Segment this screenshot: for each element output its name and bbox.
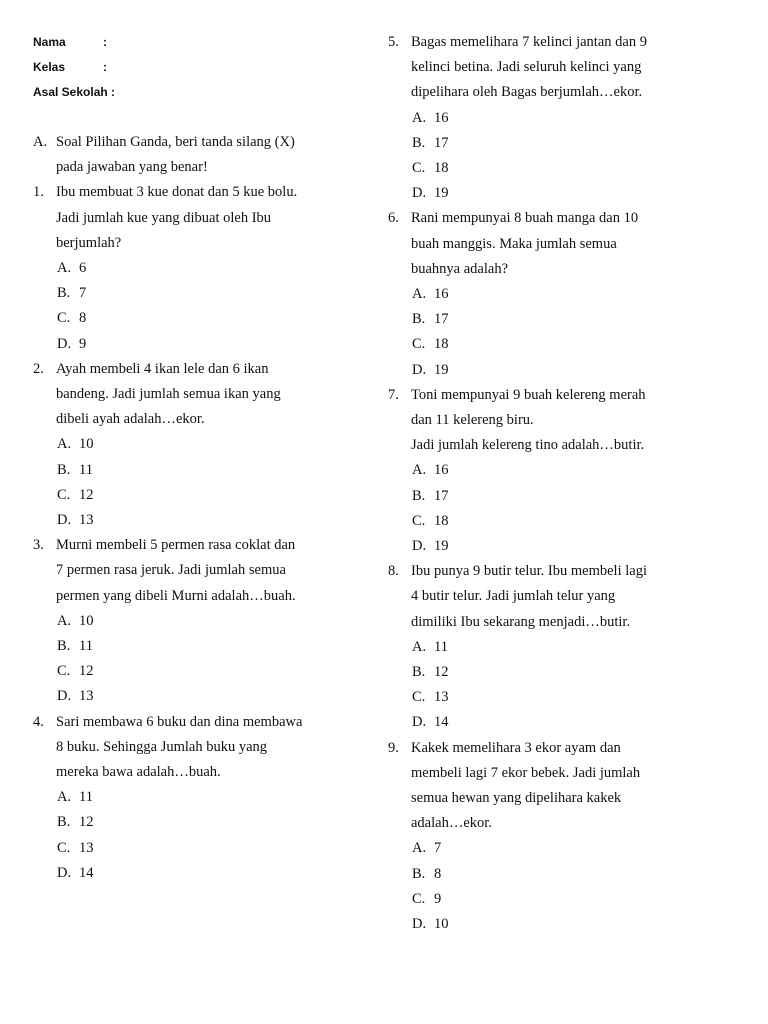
answer-option[interactable] bbox=[57, 612, 94, 630]
question-text-line: Toni mempunyai 9 buah kelereng merah bbox=[411, 386, 646, 403]
option-value: 10 bbox=[434, 916, 449, 932]
answer-option[interactable] bbox=[412, 688, 449, 706]
question-number: 2. bbox=[33, 360, 44, 377]
option-value: 7 bbox=[434, 840, 442, 857]
option-value: 12 bbox=[434, 664, 449, 680]
question-text-line: bandeng. Jadi jumlah semua ikan yang bbox=[56, 386, 281, 402]
option-value: 7 bbox=[79, 285, 87, 302]
question-text-line: Rani mempunyai 8 buah manga dan 10 bbox=[411, 210, 639, 227]
answer-option[interactable] bbox=[412, 865, 441, 883]
option-value: 11 bbox=[79, 638, 93, 654]
option-letter: D. bbox=[57, 864, 72, 881]
question-number: 4. bbox=[33, 713, 44, 730]
option-value: 11 bbox=[434, 638, 448, 655]
option-value: 13 bbox=[434, 689, 449, 706]
answer-option[interactable] bbox=[57, 813, 94, 831]
question-text-line: Jadi jumlah kue yang dibuat oleh Ibu bbox=[56, 209, 272, 226]
question-text-line: Jadi jumlah kelereng tino adalah…butir. bbox=[411, 437, 645, 454]
question-number: 3. bbox=[33, 537, 44, 554]
option-letter: B. bbox=[412, 311, 426, 328]
question-number: 9. bbox=[388, 739, 399, 756]
answer-option[interactable] bbox=[412, 310, 449, 328]
option-letter: C. bbox=[412, 890, 426, 907]
answer-option[interactable] bbox=[57, 788, 93, 806]
answer-option[interactable] bbox=[412, 713, 449, 731]
option-value: 10 bbox=[79, 436, 94, 453]
answer-option[interactable] bbox=[57, 309, 86, 327]
option-value: 16 bbox=[434, 462, 449, 479]
sekolah-label: Asal Sekolah : bbox=[33, 85, 116, 99]
question-text-line: dan 11 kelereng biru. bbox=[411, 412, 534, 428]
option-value: 12 bbox=[79, 814, 94, 831]
option-letter: D. bbox=[57, 512, 72, 528]
option-letter: A. bbox=[57, 612, 72, 629]
option-value: 9 bbox=[434, 890, 442, 907]
option-value: 16 bbox=[434, 286, 449, 302]
answer-option[interactable] bbox=[412, 109, 449, 127]
question-text-line: adalah…ekor. bbox=[411, 815, 492, 832]
question-text-line: Murni membeli 5 permen rasa coklat dan bbox=[56, 537, 296, 554]
answer-option[interactable] bbox=[412, 184, 449, 202]
answer-option[interactable] bbox=[412, 890, 441, 908]
answer-option[interactable] bbox=[412, 335, 449, 353]
option-value: 18 bbox=[434, 512, 449, 529]
option-letter: C. bbox=[57, 663, 71, 680]
question-text-line: Ayah membeli 4 ikan lele dan 6 ikan bbox=[56, 360, 269, 377]
option-letter: B. bbox=[57, 638, 71, 654]
answer-option[interactable] bbox=[57, 259, 86, 277]
answer-option[interactable] bbox=[412, 915, 449, 933]
option-letter: A. bbox=[57, 436, 72, 453]
question-text-line: membeli lagi 7 ekor bebek. Jadi jumlah bbox=[411, 764, 641, 781]
answer-option[interactable] bbox=[57, 637, 93, 655]
question-text-line: 8 buku. Sehingga Jumlah buku yang bbox=[56, 738, 268, 755]
answer-option[interactable] bbox=[412, 159, 449, 177]
question-text-line: Kakek memelihara 3 ekor ayam dan bbox=[411, 739, 621, 756]
option-letter: A. bbox=[412, 462, 427, 479]
nama-row bbox=[33, 33, 115, 58]
question-number: 8. bbox=[388, 563, 399, 580]
option-letter: D. bbox=[57, 335, 72, 352]
question-number: 5. bbox=[388, 34, 399, 50]
option-letter: C. bbox=[57, 310, 71, 327]
option-value: 12 bbox=[79, 486, 94, 503]
option-value: 11 bbox=[79, 461, 93, 478]
option-letter: D. bbox=[412, 361, 427, 378]
answer-option[interactable] bbox=[412, 663, 449, 681]
question-text-line: permen yang dibeli Murni adalah…buah. bbox=[56, 587, 296, 604]
answer-option[interactable] bbox=[57, 839, 94, 857]
option-letter: B. bbox=[412, 487, 426, 504]
section-marker: A. bbox=[33, 134, 48, 150]
option-letter: D. bbox=[412, 185, 427, 202]
option-value: 10 bbox=[79, 612, 94, 629]
option-value: 13 bbox=[79, 688, 94, 705]
question-text-line: buahnya adalah? bbox=[411, 260, 509, 277]
answer-option[interactable] bbox=[412, 285, 449, 303]
answer-option[interactable] bbox=[412, 487, 449, 505]
question-text-line: Ibu membuat 3 kue donat dan 5 kue bolu. bbox=[56, 184, 298, 201]
answer-option[interactable] bbox=[57, 662, 94, 680]
option-letter: B. bbox=[412, 664, 426, 680]
option-letter: B. bbox=[57, 285, 71, 302]
option-value: 13 bbox=[79, 839, 94, 856]
answer-option[interactable] bbox=[412, 461, 449, 479]
kelas-label: Kelas bbox=[33, 60, 66, 74]
option-letter: C. bbox=[412, 160, 426, 176]
question-number: 1. bbox=[33, 184, 44, 201]
option-value: 6 bbox=[79, 260, 87, 276]
option-letter: A. bbox=[412, 286, 427, 302]
nama-colon: : bbox=[103, 35, 107, 49]
question-text-line: dipelihara oleh Bagas berjumlah…ekor. bbox=[411, 84, 643, 101]
option-letter: A. bbox=[57, 260, 72, 276]
option-value: 18 bbox=[434, 160, 449, 176]
option-letter: B. bbox=[412, 134, 426, 151]
kelas-row bbox=[33, 58, 115, 83]
section-instruction-line: pada jawaban yang benar! bbox=[56, 159, 208, 176]
answer-option[interactable] bbox=[412, 134, 449, 152]
question-number: 7. bbox=[388, 386, 399, 403]
section-instruction-line: Soal Pilihan Ganda, beri tanda silang (X) bbox=[56, 134, 295, 150]
option-value: 19 bbox=[434, 361, 449, 378]
answer-option[interactable] bbox=[412, 839, 441, 857]
answer-option[interactable] bbox=[57, 864, 94, 882]
option-letter: B. bbox=[57, 814, 71, 831]
option-letter: C. bbox=[57, 486, 71, 503]
option-letter: D. bbox=[412, 714, 427, 731]
answer-option[interactable] bbox=[57, 511, 94, 529]
question-text-line: buah manggis. Maka jumlah semua bbox=[411, 235, 617, 252]
option-value: 12 bbox=[79, 663, 94, 680]
sekolah-row bbox=[33, 83, 115, 108]
option-value: 17 bbox=[434, 487, 449, 504]
answer-option[interactable] bbox=[412, 512, 449, 530]
nama-label: Nama bbox=[33, 35, 66, 49]
option-letter: A. bbox=[412, 109, 427, 126]
option-letter: D. bbox=[412, 916, 427, 932]
question-number: 6. bbox=[388, 210, 399, 227]
option-letter: D. bbox=[57, 688, 72, 705]
option-letter: B. bbox=[412, 865, 426, 882]
answer-option[interactable] bbox=[57, 335, 86, 353]
question-text-line: 7 permen rasa jeruk. Jadi jumlah semua bbox=[56, 562, 286, 579]
answer-option[interactable] bbox=[412, 537, 449, 555]
option-letter: A. bbox=[412, 840, 427, 857]
option-value: 16 bbox=[434, 109, 449, 126]
option-value: 8 bbox=[79, 310, 87, 327]
answer-option[interactable] bbox=[57, 284, 86, 302]
answer-option[interactable] bbox=[412, 638, 448, 656]
option-value: 11 bbox=[79, 789, 93, 806]
answer-option[interactable] bbox=[57, 435, 94, 453]
question-text-line: 4 butir telur. Jadi jumlah telur yang bbox=[411, 588, 616, 605]
option-letter: C. bbox=[412, 689, 426, 706]
student-info-header bbox=[33, 33, 115, 108]
option-letter: C. bbox=[57, 839, 71, 856]
option-value: 14 bbox=[434, 714, 449, 731]
option-value: 18 bbox=[434, 336, 449, 353]
answer-option[interactable] bbox=[57, 461, 93, 479]
question-text-line: dimiliki Ibu sekarang menjadi…butir. bbox=[411, 613, 631, 630]
question-text-line: Sari membawa 6 buku dan dina membawa bbox=[56, 713, 303, 730]
question-text-line: Bagas memelihara 7 kelinci jantan dan 9 bbox=[411, 34, 647, 50]
option-letter: B. bbox=[57, 461, 71, 478]
option-value: 9 bbox=[79, 335, 87, 352]
option-value: 19 bbox=[434, 538, 449, 554]
option-letter: D. bbox=[412, 538, 427, 554]
option-value: 8 bbox=[434, 865, 442, 882]
answer-option[interactable] bbox=[412, 361, 449, 379]
question-text-line: kelinci betina. Jadi seluruh kelinci yang bbox=[411, 59, 642, 76]
option-value: 14 bbox=[79, 864, 94, 881]
answer-option[interactable] bbox=[57, 486, 94, 504]
kelas-colon: : bbox=[103, 60, 107, 74]
option-letter: A. bbox=[57, 789, 72, 806]
option-letter: C. bbox=[412, 512, 426, 529]
option-value: 19 bbox=[434, 185, 449, 202]
question-text-line: berjumlah? bbox=[56, 234, 122, 251]
question-text-line: mereka bawa adalah…buah. bbox=[56, 764, 221, 780]
answer-option[interactable] bbox=[57, 687, 94, 705]
option-value: 17 bbox=[434, 134, 449, 151]
question-text-line: semua hewan yang dipelihara kakek bbox=[411, 790, 622, 806]
question-text-line: dibeli ayah adalah…ekor. bbox=[56, 411, 205, 428]
option-letter: A. bbox=[412, 638, 427, 655]
option-value: 17 bbox=[434, 311, 449, 328]
option-letter: C. bbox=[412, 336, 426, 353]
question-text-line: Ibu punya 9 butir telur. Ibu membeli lagi bbox=[411, 563, 647, 580]
option-value: 13 bbox=[79, 512, 94, 528]
